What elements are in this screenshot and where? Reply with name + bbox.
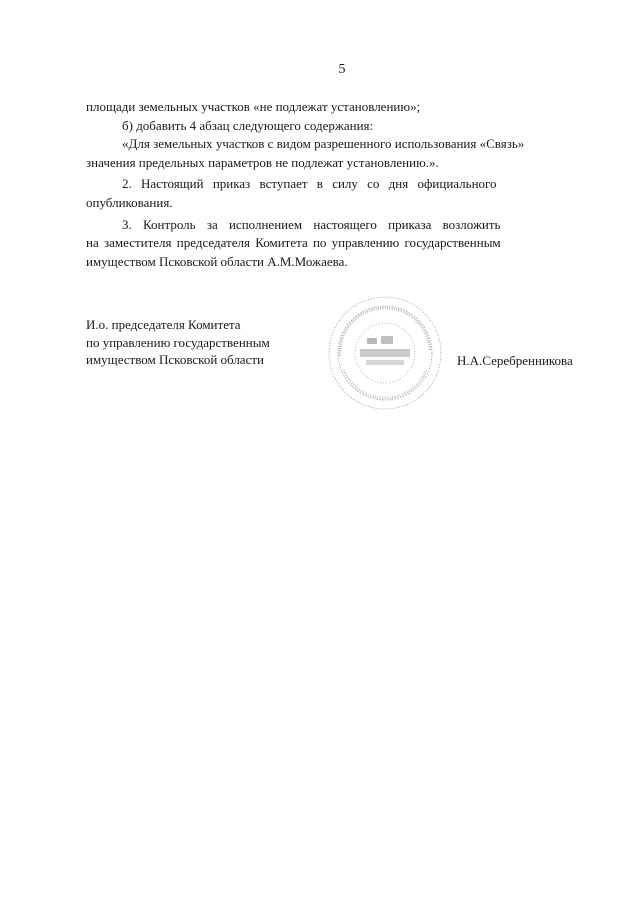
item-3-line: на заместителя председателя Комитета по управлению государственным bbox=[86, 235, 501, 251]
position-line: имуществом Псковской области bbox=[86, 352, 264, 367]
paragraph-line: значения предельных параметров не подлежат установлению.». bbox=[86, 154, 439, 170]
position-line: по управлению государственным bbox=[86, 334, 270, 350]
paragraph-line: площади земельных участков «не подлежат установлению»; bbox=[86, 99, 421, 114]
paragraph-line: б) добавить 4 абзац следующего содержания: bbox=[122, 117, 374, 133]
signatory-name: Н.А.Серебренникова bbox=[457, 353, 573, 368]
item-3-line: 3. Контроль за исполнением настоящего приказа возложить bbox=[122, 216, 501, 232]
item-3-line: имуществом Псковской области А.М.Можаева. bbox=[86, 253, 348, 269]
item-2-line: 2. Настоящий приказ вступает в силу со дня официального bbox=[122, 176, 497, 192]
item-2-line: опубликования. bbox=[86, 194, 173, 210]
signatory-position bbox=[86, 316, 270, 369]
paragraph-line: «Для земельных участков с видом разрешенного использования «Связь» bbox=[122, 136, 525, 152]
page-number: 5 bbox=[338, 62, 346, 77]
position-line: И.о. председателя Комитета bbox=[86, 317, 241, 332]
official-seal-stamp bbox=[326, 294, 444, 412]
document-body bbox=[86, 98, 600, 271]
